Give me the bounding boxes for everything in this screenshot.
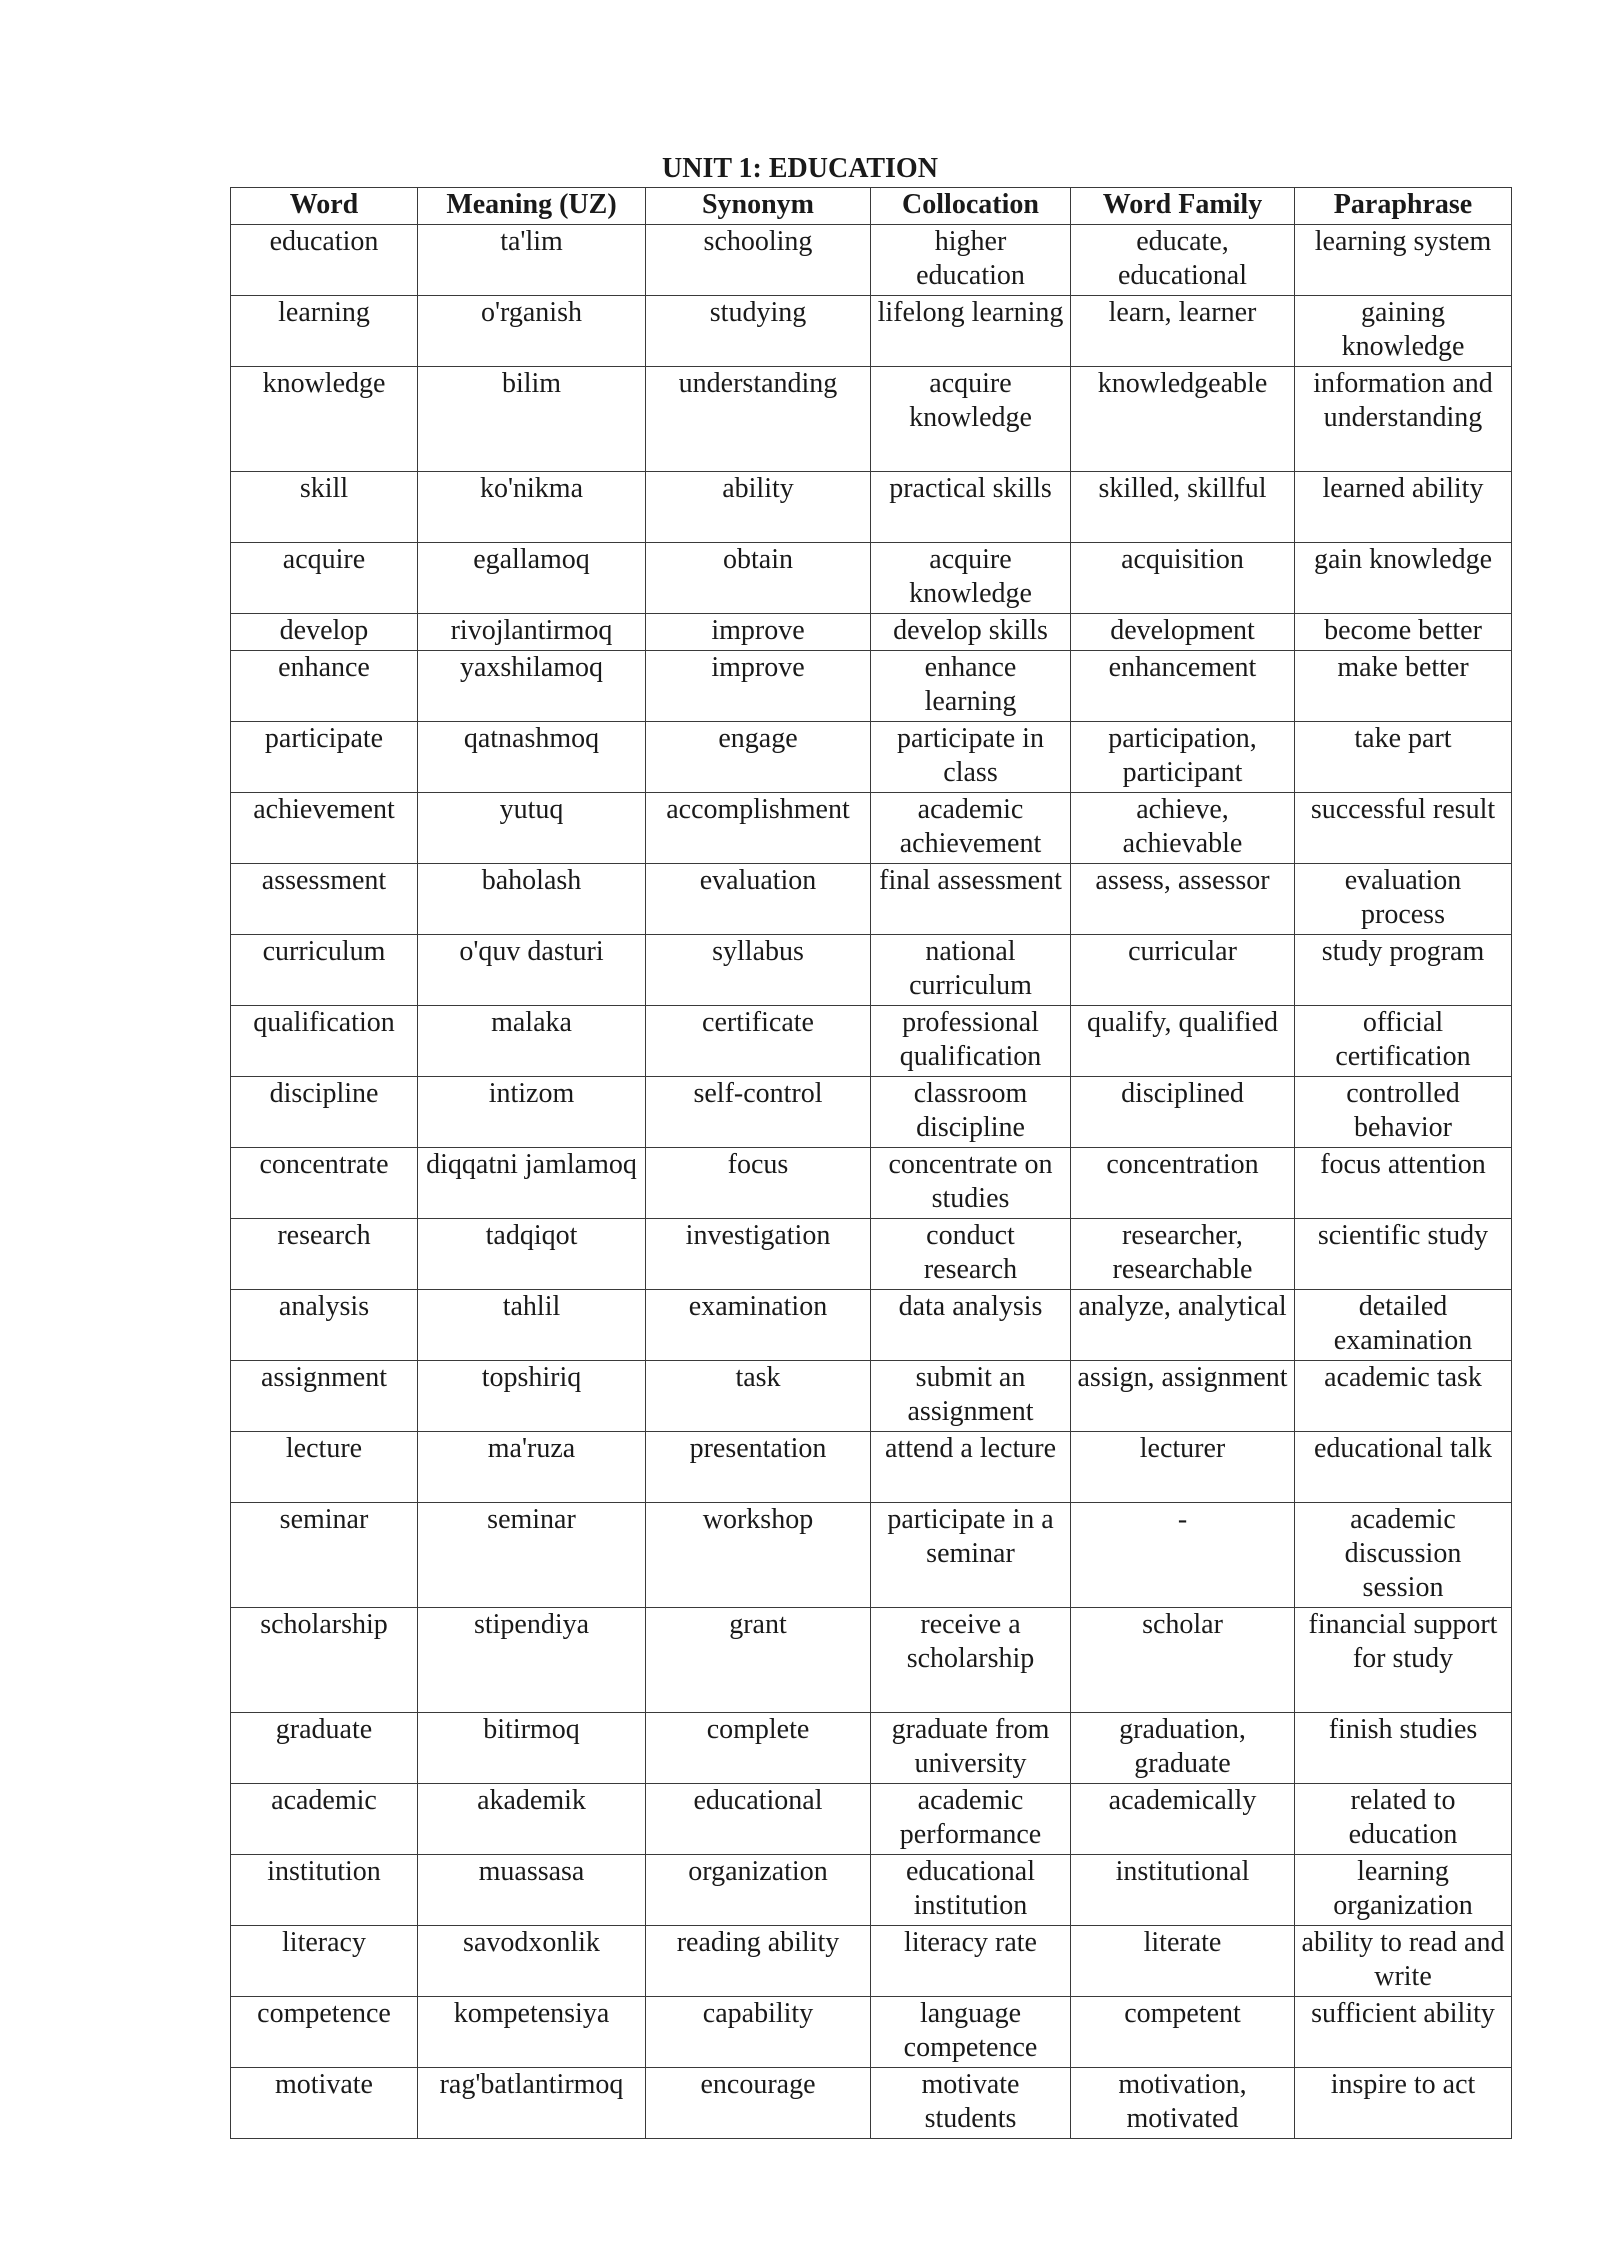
cell-word-family: qualify, qualified — [1071, 1006, 1295, 1077]
cell-word: graduate — [231, 1713, 418, 1784]
cell-synonym: presentation — [646, 1432, 871, 1503]
cell-synonym: certificate — [646, 1006, 871, 1077]
cell-word-family: enhancement — [1071, 651, 1295, 722]
cell-synonym: studying — [646, 296, 871, 367]
cell-word: motivate — [231, 2068, 418, 2139]
cell-synonym: syllabus — [646, 935, 871, 1006]
table-row — [231, 1608, 1512, 1713]
cell-meaning-uz: rivojlantirmoq — [418, 614, 646, 651]
cell-synonym: obtain — [646, 543, 871, 614]
cell-collocation: academic achievement — [871, 793, 1071, 864]
cell-paraphrase: make better — [1295, 651, 1512, 722]
cell-word: assessment — [231, 864, 418, 935]
cell-word-family: literate — [1071, 1926, 1295, 1997]
cell-paraphrase: inspire to act — [1295, 2068, 1512, 2139]
cell-collocation: concentrate on studies — [871, 1148, 1071, 1219]
table-row — [231, 1432, 1512, 1503]
table-row — [231, 1361, 1512, 1432]
cell-word-family: lecturer — [1071, 1432, 1295, 1503]
cell-paraphrase: financial support for study — [1295, 1608, 1512, 1713]
header-word-family: Word Family — [1071, 188, 1295, 225]
cell-collocation: motivate students — [871, 2068, 1071, 2139]
cell-word-family: competent — [1071, 1997, 1295, 2068]
table-row — [231, 296, 1512, 367]
cell-word-family: analyze, analytical — [1071, 1290, 1295, 1361]
cell-collocation: national curriculum — [871, 935, 1071, 1006]
cell-word-family: assign, assignment — [1071, 1361, 1295, 1432]
cell-word-family: educate, educational — [1071, 225, 1295, 296]
cell-word: participate — [231, 722, 418, 793]
cell-synonym: educational — [646, 1784, 871, 1855]
cell-synonym: complete — [646, 1713, 871, 1784]
cell-meaning-uz: topshiriq — [418, 1361, 646, 1432]
cell-paraphrase: evaluation process — [1295, 864, 1512, 935]
header-collocation: Collocation — [871, 188, 1071, 225]
cell-paraphrase: finish studies — [1295, 1713, 1512, 1784]
cell-word: education — [231, 225, 418, 296]
table-row — [231, 614, 1512, 651]
cell-word: knowledge — [231, 367, 418, 472]
cell-synonym: improve — [646, 614, 871, 651]
cell-synonym: examination — [646, 1290, 871, 1361]
cell-word-family: - — [1071, 1503, 1295, 1608]
cell-collocation: acquire knowledge — [871, 543, 1071, 614]
cell-paraphrase: sufficient ability — [1295, 1997, 1512, 2068]
cell-meaning-uz: bitirmoq — [418, 1713, 646, 1784]
cell-collocation: participate in a seminar — [871, 1503, 1071, 1608]
cell-paraphrase: educational talk — [1295, 1432, 1512, 1503]
vocabulary-table — [230, 187, 1512, 2139]
unit-title: UNIT 1: EDUCATION — [662, 153, 938, 184]
cell-word-family: acquisition — [1071, 543, 1295, 614]
cell-synonym: capability — [646, 1997, 871, 2068]
cell-synonym: encourage — [646, 2068, 871, 2139]
cell-word-family: development — [1071, 614, 1295, 651]
table-row — [231, 1290, 1512, 1361]
cell-word-family: academically — [1071, 1784, 1295, 1855]
cell-collocation: classroom discipline — [871, 1077, 1071, 1148]
cell-collocation: professional qualification — [871, 1006, 1071, 1077]
cell-word-family: assess, assessor — [1071, 864, 1295, 935]
cell-paraphrase: study program — [1295, 935, 1512, 1006]
cell-synonym: ability — [646, 472, 871, 543]
cell-word: institution — [231, 1855, 418, 1926]
cell-word-family: concentration — [1071, 1148, 1295, 1219]
cell-meaning-uz: diqqatni jamlamoq — [418, 1148, 646, 1219]
cell-collocation: graduate from university — [871, 1713, 1071, 1784]
cell-word: enhance — [231, 651, 418, 722]
cell-meaning-uz: muassasa — [418, 1855, 646, 1926]
cell-word: research — [231, 1219, 418, 1290]
cell-paraphrase: gain knowledge — [1295, 543, 1512, 614]
cell-word-family: learn, learner — [1071, 296, 1295, 367]
cell-word-family: motivation, motivated — [1071, 2068, 1295, 2139]
cell-paraphrase: ability to read and write — [1295, 1926, 1512, 1997]
cell-word: seminar — [231, 1503, 418, 1608]
table-row — [231, 367, 1512, 472]
cell-word: literacy — [231, 1926, 418, 1997]
cell-word: qualification — [231, 1006, 418, 1077]
cell-synonym: reading ability — [646, 1926, 871, 1997]
cell-word: skill — [231, 472, 418, 543]
cell-collocation: participate in class — [871, 722, 1071, 793]
cell-meaning-uz: o'quv dasturi — [418, 935, 646, 1006]
cell-synonym: focus — [646, 1148, 871, 1219]
cell-word: learning — [231, 296, 418, 367]
cell-meaning-uz: yutuq — [418, 793, 646, 864]
cell-paraphrase: academic task — [1295, 1361, 1512, 1432]
table-row — [231, 1855, 1512, 1926]
table-row — [231, 1503, 1512, 1608]
cell-collocation: lifelong learning — [871, 296, 1071, 367]
cell-paraphrase: controlled behavior — [1295, 1077, 1512, 1148]
cell-collocation: submit an assignment — [871, 1361, 1071, 1432]
cell-collocation: conduct research — [871, 1219, 1071, 1290]
table-row — [231, 1148, 1512, 1219]
table-row — [231, 793, 1512, 864]
cell-word: competence — [231, 1997, 418, 2068]
cell-word: lecture — [231, 1432, 418, 1503]
cell-word: scholarship — [231, 1608, 418, 1713]
cell-paraphrase: gaining knowledge — [1295, 296, 1512, 367]
cell-word-family: skilled, skillful — [1071, 472, 1295, 543]
cell-word: analysis — [231, 1290, 418, 1361]
table-row — [231, 1219, 1512, 1290]
cell-word-family: scholar — [1071, 1608, 1295, 1713]
cell-collocation: enhance learning — [871, 651, 1071, 722]
cell-collocation: final assessment — [871, 864, 1071, 935]
table-row — [231, 1713, 1512, 1784]
cell-meaning-uz: malaka — [418, 1006, 646, 1077]
cell-meaning-uz: tahlil — [418, 1290, 646, 1361]
cell-collocation: develop skills — [871, 614, 1071, 651]
table-row — [231, 1784, 1512, 1855]
cell-meaning-uz: akademik — [418, 1784, 646, 1855]
cell-meaning-uz: savodxonlik — [418, 1926, 646, 1997]
cell-meaning-uz: kompetensiya — [418, 1997, 646, 2068]
cell-meaning-uz: bilim — [418, 367, 646, 472]
cell-synonym: improve — [646, 651, 871, 722]
table-row — [231, 1997, 1512, 2068]
cell-word: concentrate — [231, 1148, 418, 1219]
table-row — [231, 864, 1512, 935]
cell-collocation: practical skills — [871, 472, 1071, 543]
cell-paraphrase: learned ability — [1295, 472, 1512, 543]
cell-synonym: understanding — [646, 367, 871, 472]
cell-collocation: language competence — [871, 1997, 1071, 2068]
cell-word-family: researcher, researchable — [1071, 1219, 1295, 1290]
cell-collocation: data analysis — [871, 1290, 1071, 1361]
cell-collocation: educational institution — [871, 1855, 1071, 1926]
table-row — [231, 1006, 1512, 1077]
cell-synonym: engage — [646, 722, 871, 793]
cell-collocation: higher education — [871, 225, 1071, 296]
table-row — [231, 1926, 1512, 1997]
cell-meaning-uz: ma'ruza — [418, 1432, 646, 1503]
cell-word-family: disciplined — [1071, 1077, 1295, 1148]
cell-synonym: evaluation — [646, 864, 871, 935]
table-row — [231, 722, 1512, 793]
cell-meaning-uz: qatnashmoq — [418, 722, 646, 793]
cell-word-family: achieve, achievable — [1071, 793, 1295, 864]
cell-meaning-uz: yaxshilamoq — [418, 651, 646, 722]
cell-meaning-uz: egallamoq — [418, 543, 646, 614]
cell-word: achievement — [231, 793, 418, 864]
header-word: Word — [231, 188, 418, 225]
table-row — [231, 2068, 1512, 2139]
cell-collocation: literacy rate — [871, 1926, 1071, 1997]
cell-meaning-uz: tadqiqot — [418, 1219, 646, 1290]
table-body — [231, 225, 1512, 2139]
cell-word: assignment — [231, 1361, 418, 1432]
cell-word-family: participation, participant — [1071, 722, 1295, 793]
cell-word-family: graduation, graduate — [1071, 1713, 1295, 1784]
header-meaning-uz: Meaning (UZ) — [418, 188, 646, 225]
cell-word: curriculum — [231, 935, 418, 1006]
table-row — [231, 651, 1512, 722]
cell-word-family: curricular — [1071, 935, 1295, 1006]
cell-word-family: institutional — [1071, 1855, 1295, 1926]
cell-paraphrase: official certification — [1295, 1006, 1512, 1077]
cell-synonym: organization — [646, 1855, 871, 1926]
cell-collocation: receive a scholarship — [871, 1608, 1071, 1713]
table-row — [231, 935, 1512, 1006]
cell-word-family: knowledgeable — [1071, 367, 1295, 472]
cell-meaning-uz: intizom — [418, 1077, 646, 1148]
table-row — [231, 543, 1512, 614]
cell-paraphrase: take part — [1295, 722, 1512, 793]
cell-paraphrase: scientific study — [1295, 1219, 1512, 1290]
table-row — [231, 225, 1512, 296]
cell-collocation: attend a lecture — [871, 1432, 1071, 1503]
cell-paraphrase: detailed examination — [1295, 1290, 1512, 1361]
cell-collocation: acquire knowledge — [871, 367, 1071, 472]
cell-synonym: accomplishment — [646, 793, 871, 864]
table-row — [231, 1077, 1512, 1148]
cell-meaning-uz: seminar — [418, 1503, 646, 1608]
cell-meaning-uz: ko'nikma — [418, 472, 646, 543]
cell-word: discipline — [231, 1077, 418, 1148]
cell-paraphrase: academic discussion session — [1295, 1503, 1512, 1608]
cell-paraphrase: related to education — [1295, 1784, 1512, 1855]
cell-synonym: grant — [646, 1608, 871, 1713]
cell-synonym: workshop — [646, 1503, 871, 1608]
cell-synonym: investigation — [646, 1219, 871, 1290]
cell-synonym: schooling — [646, 225, 871, 296]
cell-meaning-uz: o'rganish — [418, 296, 646, 367]
cell-meaning-uz: baholash — [418, 864, 646, 935]
cell-paraphrase: focus attention — [1295, 1148, 1512, 1219]
cell-synonym: self-control — [646, 1077, 871, 1148]
cell-word: acquire — [231, 543, 418, 614]
table-header-row — [231, 188, 1512, 225]
cell-collocation: academic performance — [871, 1784, 1071, 1855]
cell-synonym: task — [646, 1361, 871, 1432]
header-paraphrase: Paraphrase — [1295, 188, 1512, 225]
cell-paraphrase: become better — [1295, 614, 1512, 651]
cell-word: develop — [231, 614, 418, 651]
cell-meaning-uz: stipendiya — [418, 1608, 646, 1713]
cell-paraphrase: successful result — [1295, 793, 1512, 864]
cell-paraphrase: learning system — [1295, 225, 1512, 296]
table-row — [231, 472, 1512, 543]
cell-meaning-uz: rag'batlantirmoq — [418, 2068, 646, 2139]
cell-paraphrase: information and understanding — [1295, 367, 1512, 472]
cell-word: academic — [231, 1784, 418, 1855]
cell-paraphrase: learning organization — [1295, 1855, 1512, 1926]
header-synonym: Synonym — [646, 188, 871, 225]
cell-meaning-uz: ta'lim — [418, 225, 646, 296]
